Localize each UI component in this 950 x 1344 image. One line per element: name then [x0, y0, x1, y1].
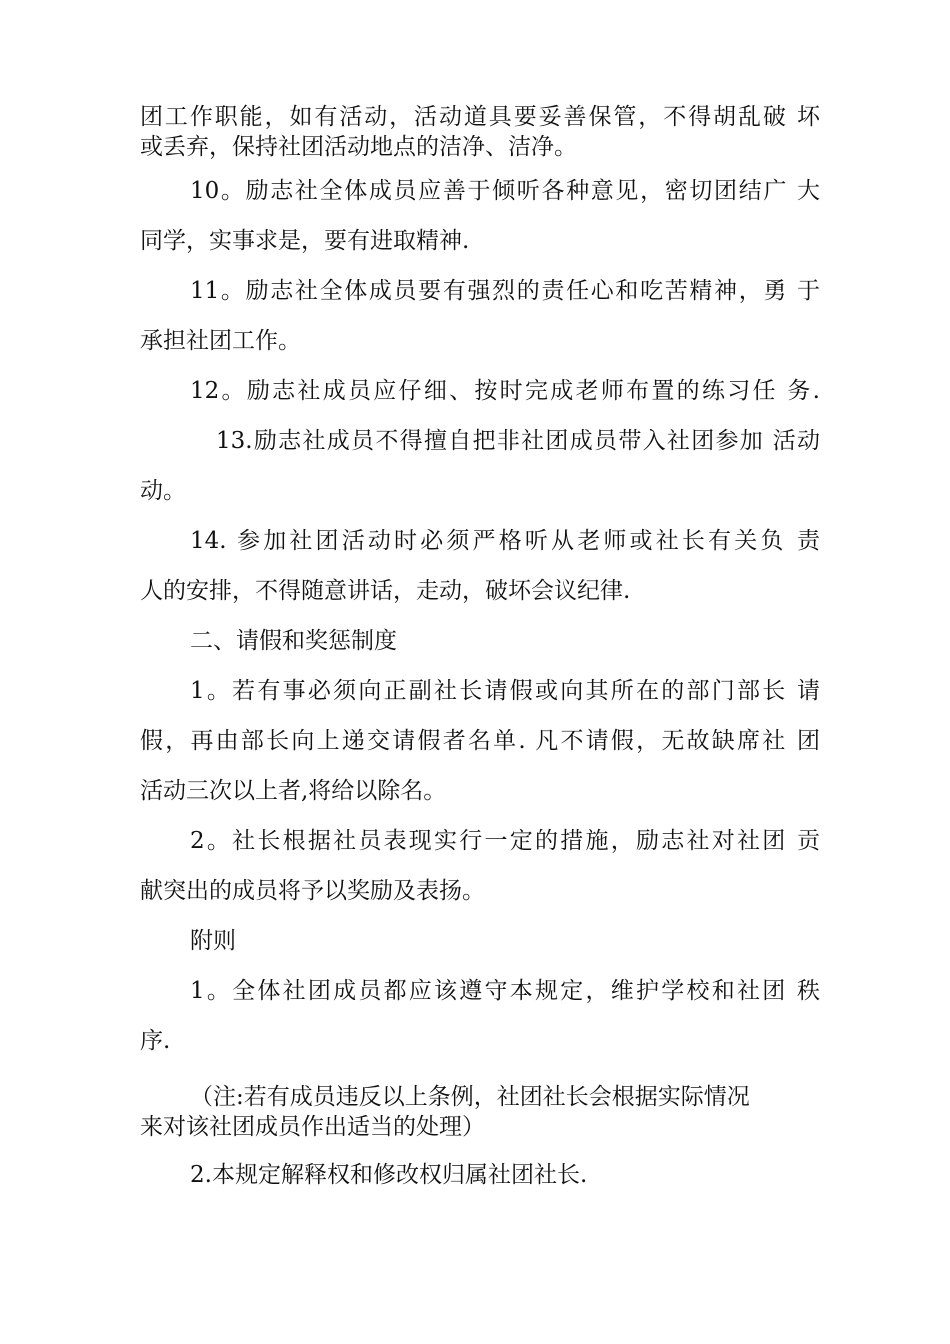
text-line: 献突出的成员将予以奖励及表扬。	[140, 878, 485, 904]
note-line: 来对该社团成员作出适当的处理）	[140, 1114, 485, 1140]
section-heading: 附则	[190, 928, 236, 954]
text-line: 2.本规定解释权和修改权归属社团社长.	[190, 1162, 588, 1188]
text-line: 1。全体社团成员都应该遵守本规定，维护学校和社团 秩	[190, 978, 820, 1004]
text-line: 假，再由部长向上递交请假者名单. 凡不请假，无故缺席社 团	[140, 728, 820, 754]
text-line: 10。励志社全体成员应善于倾听各种意见，密切团结广 大	[190, 178, 820, 204]
note-line: （注:若有成员违反以上条例，社团社长会根据实际情况	[190, 1084, 750, 1110]
text-line: 序.	[140, 1028, 171, 1054]
text-line: 动。	[140, 478, 186, 504]
text-line: 2。社长根据社员表现实行一定的措施，励志社对社团 贡	[190, 828, 820, 854]
text-line: 1。若有事必须向正副社长请假或向其所在的部门部长 请	[190, 678, 820, 704]
text-line: 11。励志社全体成员要有强烈的责任心和吃苦精神，勇 于	[190, 278, 820, 304]
text-line: 人的安排，不得随意讲话，走动，破坏会议纪律.	[140, 578, 631, 604]
text-line: 团工作职能，如有活动，活动道具要妥善保管，不得胡乱破 坏	[140, 104, 820, 130]
text-line: 同学，实事求是，要有进取精神.	[140, 228, 470, 254]
text-line: 活动三次以上者,将给以除名。	[140, 778, 447, 804]
text-line: 12。励志社成员应仔细、按时完成老师布置的练习任 务.	[190, 378, 820, 404]
text-line: 14. 参加社团活动时必须严格听从老师或社长有关负 责	[190, 528, 820, 554]
text-line: 或丢弃，保持社团活动地点的洁净、洁净。	[140, 134, 577, 160]
text-line: 承担社团工作。	[140, 328, 301, 354]
text-line: 13.励志社成员不得擅自把非社团成员带入社团参加 活动	[216, 428, 820, 454]
section-heading: 二、请假和奖惩制度	[190, 628, 397, 654]
